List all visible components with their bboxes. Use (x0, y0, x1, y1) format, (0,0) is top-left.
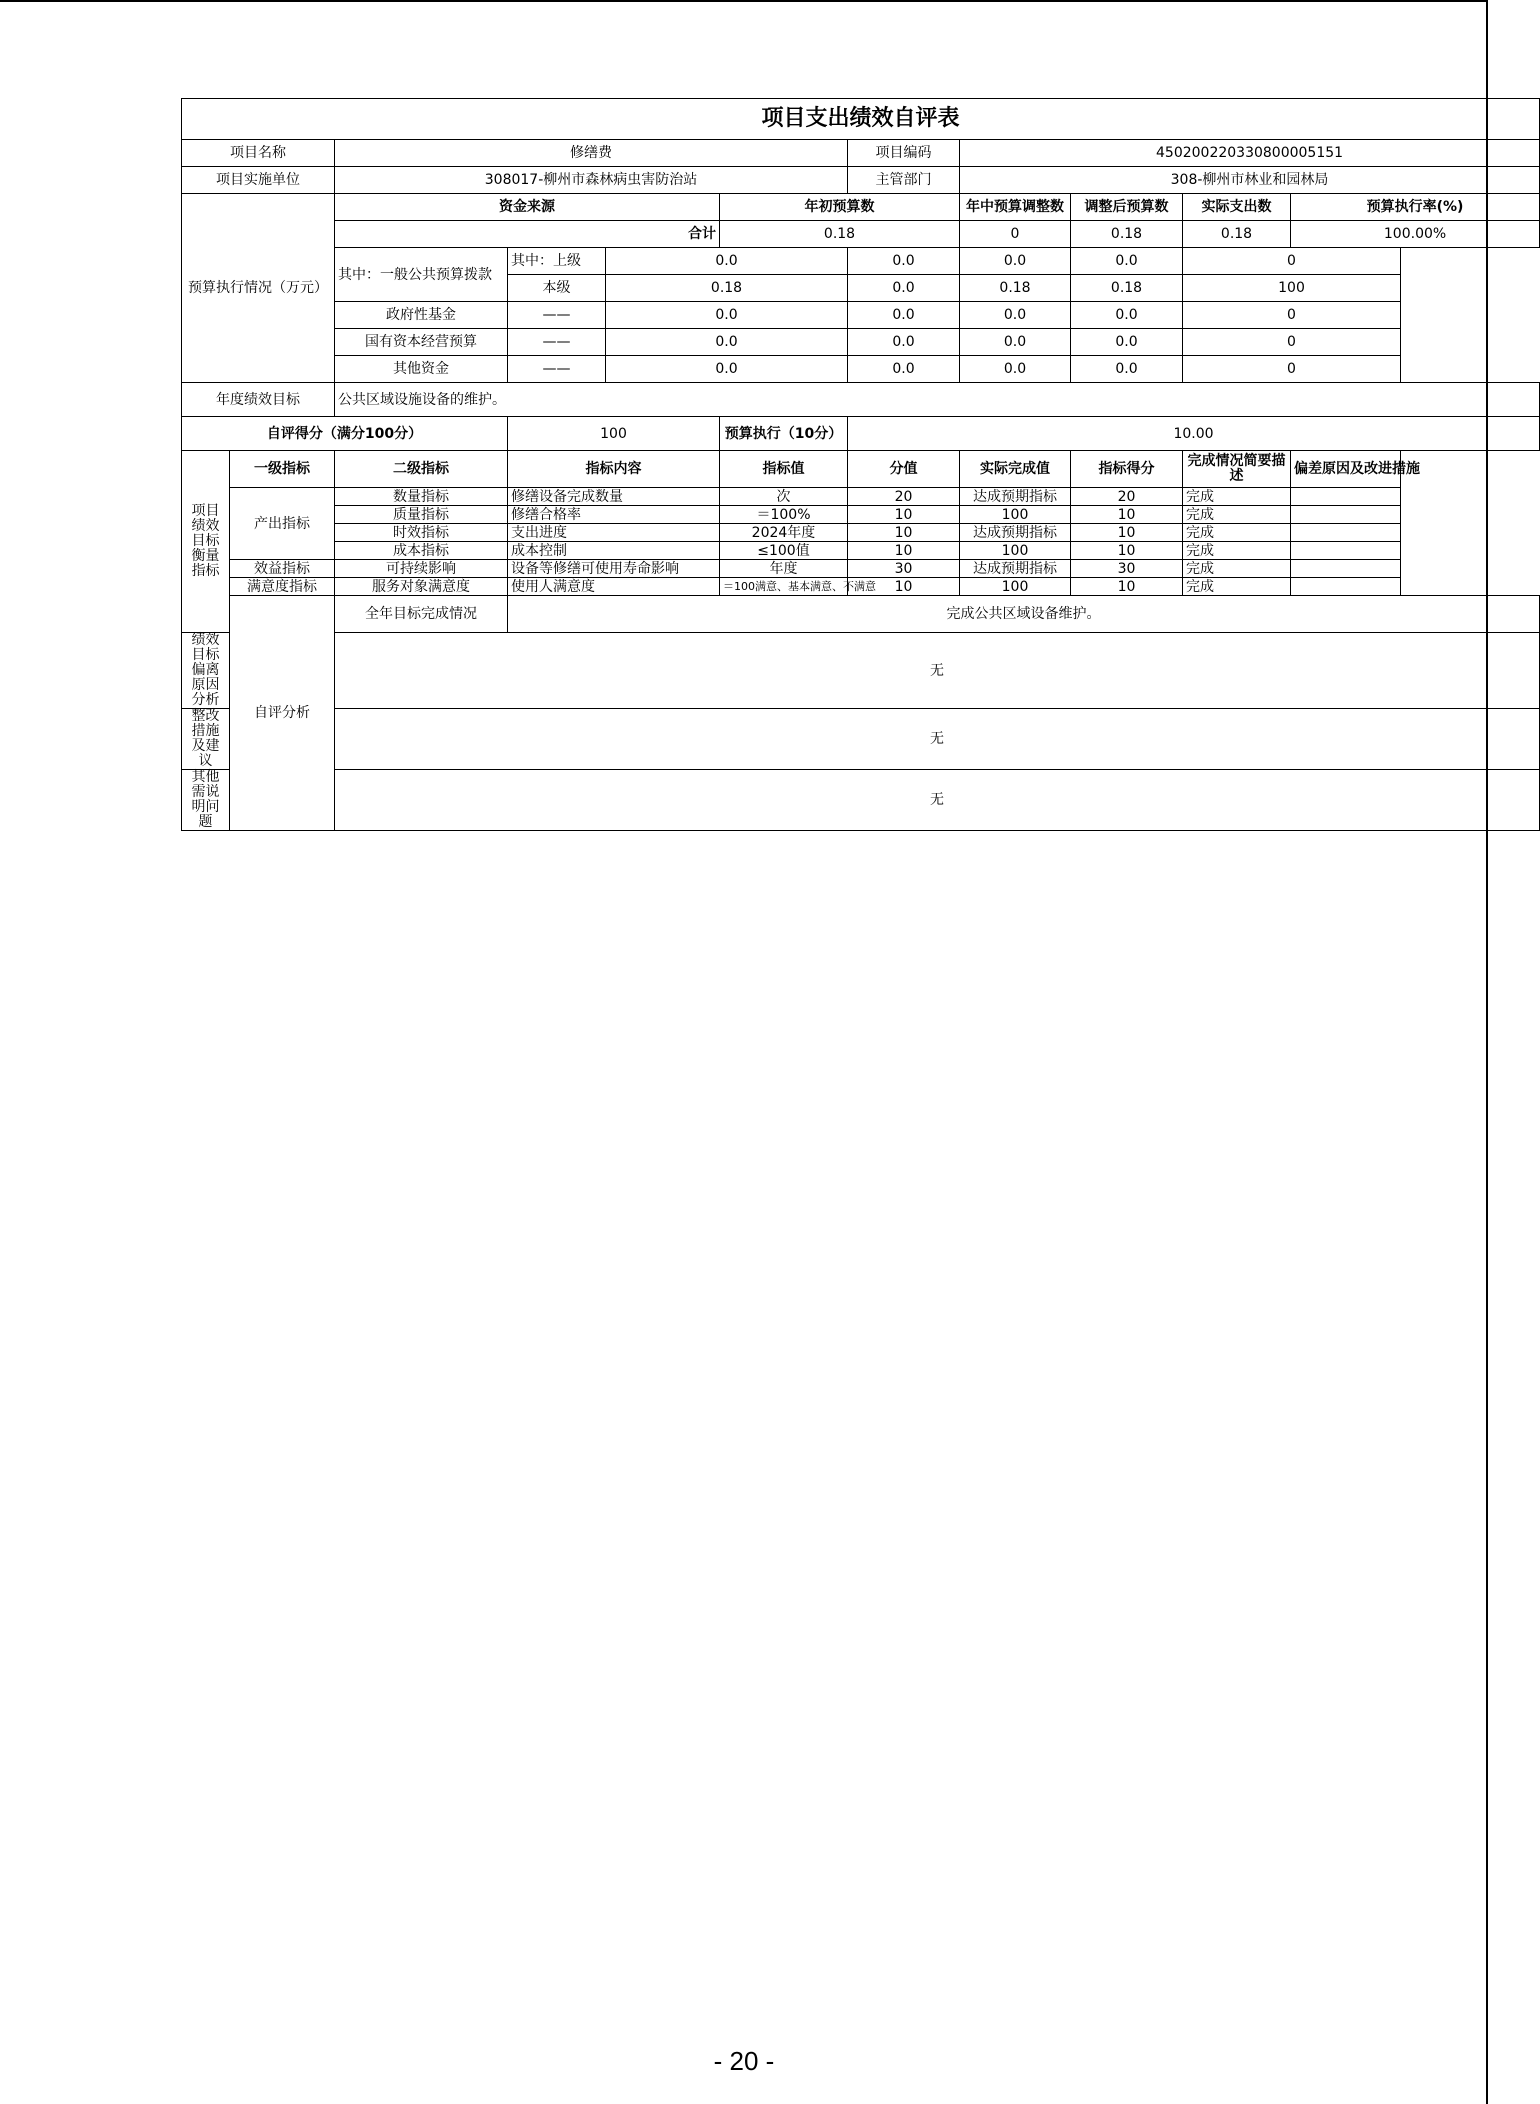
analysis-item-label: 其他需说明问题 (182, 770, 230, 831)
indicator-header-level2: 二级指标 (335, 451, 508, 488)
budget-gov-fund-label: 政府性基金 (335, 302, 508, 329)
budget-upper-label: 其中：上级 (508, 248, 606, 275)
budget-upper-row (182, 248, 1540, 275)
project-code-label: 项目编码 (848, 140, 960, 167)
indicator-reason (1291, 560, 1401, 578)
indicator-level2: 服务对象满意度 (335, 578, 508, 596)
budget-gov-fund-mid-adjust: 0.0 (848, 302, 960, 329)
indicator-content: 支出进度 (508, 524, 720, 542)
dept-label: 主管部门 (848, 167, 960, 194)
budget-state-capital-adjusted: 0.0 (960, 329, 1071, 356)
project-code-value: 450200220330800005151 (960, 140, 1540, 167)
indicator-level2: 质量指标 (335, 506, 508, 524)
budget-local-mid-adjust: 0.0 (848, 275, 960, 302)
budget-state-capital-initial: 0.0 (606, 329, 848, 356)
indicator-content: 成本控制 (508, 542, 720, 560)
indicator-header-score: 指标得分 (1071, 451, 1183, 488)
indicator-target: ≤100值 (720, 542, 848, 560)
goal-text: 公共区域设施设备的维护。 (335, 383, 1540, 417)
budget-local-actual: 0.18 (1071, 275, 1183, 302)
indicator-section-label: 项目绩效目标衡量指标 (182, 451, 230, 633)
budget-total-label: 合计 (335, 221, 720, 248)
indicator-level2: 时效指标 (335, 524, 508, 542)
indicator-row (182, 524, 1540, 542)
indicator-score: 10 (1071, 506, 1183, 524)
indicator-header-content: 指标内容 (508, 451, 720, 488)
indicator-weight: 10 (848, 506, 960, 524)
indicator-score: 10 (1071, 524, 1183, 542)
budget-other-row (182, 356, 1540, 383)
budget-exec-score-label: 预算执行（10分） (720, 417, 848, 451)
unit-label: 项目实施单位 (182, 167, 335, 194)
analysis-item-label: 绩效目标偏离原因分析 (182, 633, 230, 709)
budget-gov-fund-dash: —— (508, 302, 606, 329)
indicator-score: 20 (1071, 488, 1183, 506)
project-name-value: 修缮费 (335, 140, 848, 167)
budget-gov-fund-row (182, 302, 1540, 329)
indicator-row (182, 560, 1540, 578)
budget-state-capital-mid-adjust: 0.0 (848, 329, 960, 356)
indicator-actual: 100 (960, 578, 1071, 596)
indicator-status: 完成 (1183, 488, 1291, 506)
budget-other-adjusted: 0.0 (960, 356, 1071, 383)
indicator-actual: 达成预期指标 (960, 560, 1071, 578)
self-score-value: 100 (508, 417, 720, 451)
budget-gov-fund-adjusted: 0.0 (960, 302, 1071, 329)
indicator-content: 修缮设备完成数量 (508, 488, 720, 506)
indicator-weight: 10 (848, 524, 960, 542)
budget-total-rate: 100.00% (1291, 221, 1540, 248)
budget-state-capital-label: 国有资本经营预算 (335, 329, 508, 356)
indicator-actual: 达成预期指标 (960, 524, 1071, 542)
indicator-weight: 30 (848, 560, 960, 578)
indicator-weight: 10 (848, 542, 960, 560)
indicator-level2: 数量指标 (335, 488, 508, 506)
budget-total-row (182, 221, 1540, 248)
budget-header-adjusted: 调整后预算数 (1071, 194, 1183, 221)
indicator-header-status: 完成情况简要描述 (1183, 451, 1291, 488)
indicator-status: 完成 (1183, 506, 1291, 524)
indicator-weight: 10 (848, 578, 960, 596)
budget-other-mid-adjust: 0.0 (848, 356, 960, 383)
indicator-target: ＝100% (720, 506, 848, 524)
indicator-header-row (182, 451, 1540, 488)
indicator-content: 设备等修缮可使用寿命影响 (508, 560, 720, 578)
budget-exec-score-value: 10.00 (848, 417, 1540, 451)
indicator-reason (1291, 488, 1401, 506)
indicator-status: 完成 (1183, 542, 1291, 560)
analysis-row (182, 633, 1540, 709)
table-title: 项目支出绩效自评表 (182, 99, 1540, 140)
budget-other-dash: —— (508, 356, 606, 383)
indicator-actual: 100 (960, 542, 1071, 560)
indicator-target: 2024年度 (720, 524, 848, 542)
budget-state-capital-rate: 0 (1183, 329, 1401, 356)
budget-total-actual: 0.18 (1183, 221, 1291, 248)
indicator-reason (1291, 506, 1401, 524)
indicator-status: 完成 (1183, 560, 1291, 578)
budget-header-rate: 预算执行率(%) (1291, 194, 1540, 221)
page-number: - 20 - (713, 2046, 775, 2076)
indicator-level2: 可持续影响 (335, 560, 508, 578)
budget-local-adjusted: 0.18 (960, 275, 1071, 302)
budget-upper-mid-adjust: 0.0 (848, 248, 960, 275)
info-row-1 (182, 140, 1540, 167)
budget-other-initial: 0.0 (606, 356, 848, 383)
indicator-header-level1: 一级指标 (230, 451, 335, 488)
budget-header-mid-adjust: 年中预算调整数 (960, 194, 1071, 221)
indicator-content: 修缮合格率 (508, 506, 720, 524)
output-indicator-label: 产出指标 (230, 488, 335, 560)
analysis-row (182, 770, 1540, 831)
budget-gov-fund-initial: 0.0 (606, 302, 848, 329)
budget-state-capital-actual: 0.0 (1071, 329, 1183, 356)
indicator-row (182, 578, 1540, 596)
budget-local-label: 本级 (508, 275, 606, 302)
indicator-level1: 满意度指标 (230, 578, 335, 596)
indicator-level1: 效益指标 (230, 560, 335, 578)
indicator-row (182, 488, 1540, 506)
indicator-actual: 100 (960, 506, 1071, 524)
indicator-actual: 达成预期指标 (960, 488, 1071, 506)
indicator-target: ＝100满意、基本满意、不满意 (720, 578, 848, 596)
budget-general-label: 其中：一般公共预算拨款 (335, 248, 508, 302)
performance-self-evaluation-table (181, 98, 1540, 831)
analysis-row (182, 596, 1540, 633)
budget-gov-fund-actual: 0.0 (1071, 302, 1183, 329)
budget-section-label: 预算执行情况（万元） (182, 194, 335, 383)
indicator-reason (1291, 524, 1401, 542)
analysis-item-label: 全年目标完成情况 (335, 596, 508, 633)
budget-total-initial: 0.18 (720, 221, 960, 248)
budget-total-mid-adjust: 0 (960, 221, 1071, 248)
indicator-status: 完成 (1183, 524, 1291, 542)
budget-header-source: 资金来源 (335, 194, 720, 221)
analysis-item-text: 无 (335, 770, 1540, 831)
indicator-reason (1291, 542, 1401, 560)
analysis-item-text: 无 (335, 633, 1540, 709)
budget-state-capital-row (182, 329, 1540, 356)
unit-value: 308017-柳州市森林病虫害防治站 (335, 167, 848, 194)
indicator-target: 次 (720, 488, 848, 506)
indicator-reason (1291, 578, 1401, 596)
dept-value: 308-柳州市林业和园林局 (960, 167, 1540, 194)
indicator-weight: 20 (848, 488, 960, 506)
budget-header-actual: 实际支出数 (1183, 194, 1291, 221)
budget-other-rate: 0 (1183, 356, 1401, 383)
indicator-status: 完成 (1183, 578, 1291, 596)
indicator-content: 使用人满意度 (508, 578, 720, 596)
budget-total-adjusted: 0.18 (1071, 221, 1183, 248)
analysis-row (182, 709, 1540, 770)
indicator-header-actual: 实际完成值 (960, 451, 1071, 488)
budget-other-label: 其他资金 (335, 356, 508, 383)
budget-local-initial: 0.18 (606, 275, 848, 302)
indicator-header-weight: 分值 (848, 451, 960, 488)
budget-upper-initial: 0.0 (606, 248, 848, 275)
budget-upper-adjusted: 0.0 (960, 248, 1071, 275)
analysis-item-text: 无 (335, 709, 1540, 770)
goal-row (182, 383, 1540, 417)
indicator-score: 10 (1071, 542, 1183, 560)
budget-local-rate: 100 (1183, 275, 1401, 302)
indicator-score: 10 (1071, 578, 1183, 596)
budget-upper-actual: 0.0 (1071, 248, 1183, 275)
budget-other-actual: 0.0 (1071, 356, 1183, 383)
budget-header-initial: 年初预算数 (720, 194, 960, 221)
analysis-section-label: 自评分析 (230, 596, 335, 831)
project-name-label: 项目名称 (182, 140, 335, 167)
indicator-score: 30 (1071, 560, 1183, 578)
top-border-line (0, 0, 1488, 2)
budget-state-capital-dash: —— (508, 329, 606, 356)
analysis-item-label: 整改措施及建议 (182, 709, 230, 770)
score-row (182, 417, 1540, 451)
indicator-header-reason: 偏差原因及改进措施 (1291, 451, 1401, 488)
indicator-target: 年度 (720, 560, 848, 578)
analysis-item-text: 完成公共区域设备维护。 (508, 596, 1540, 633)
budget-header-row (182, 194, 1540, 221)
indicator-row (182, 542, 1540, 560)
info-row-2 (182, 167, 1540, 194)
indicator-level2: 成本指标 (335, 542, 508, 560)
self-score-label: 自评得分（满分100分） (182, 417, 508, 451)
indicator-row (182, 506, 1540, 524)
budget-upper-rate: 0 (1183, 248, 1401, 275)
indicator-header-target: 指标值 (720, 451, 848, 488)
budget-gov-fund-rate: 0 (1183, 302, 1401, 329)
goal-label: 年度绩效目标 (182, 383, 335, 417)
